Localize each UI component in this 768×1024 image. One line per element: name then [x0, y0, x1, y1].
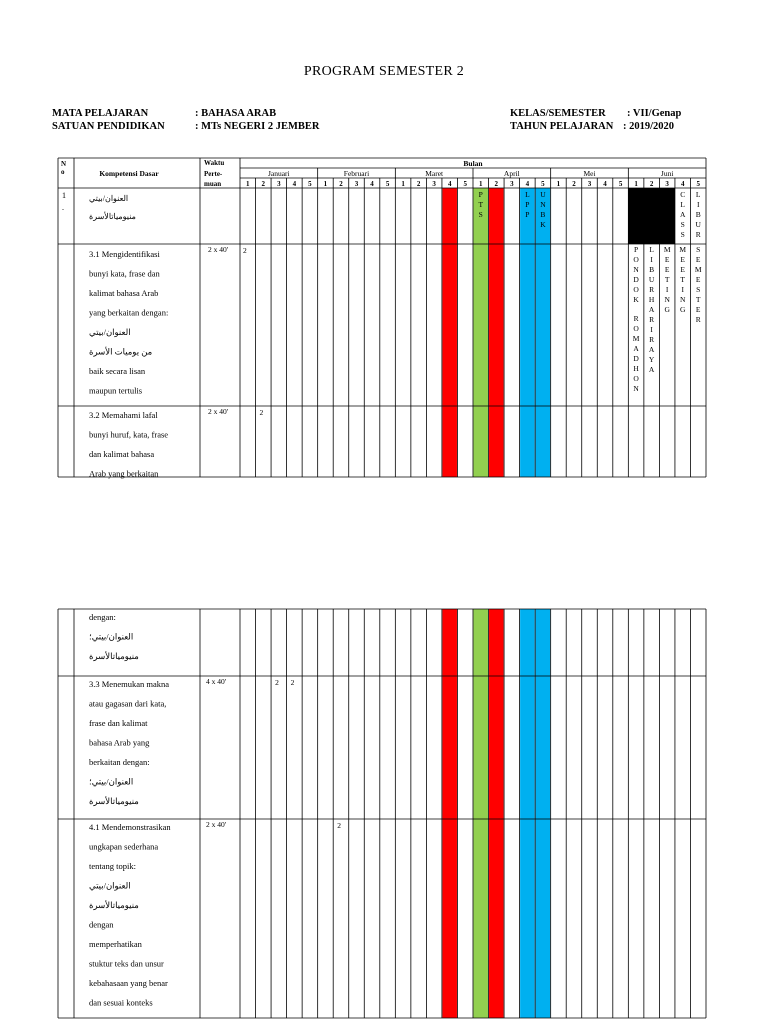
label-libur-semester: T: [695, 295, 701, 304]
header-week: 4: [370, 180, 374, 188]
highlight-column: [536, 188, 551, 477]
kd-text: dengan:: [89, 612, 116, 622]
label-class-meeting: T: [664, 275, 670, 284]
label-pts: P: [478, 190, 483, 199]
label-pondok: H: [633, 364, 639, 373]
header-month: Februari: [343, 169, 370, 178]
kd-text: العنوان/بيتي: [89, 880, 131, 891]
arabic-text: منيومياتالأسرة: [89, 212, 136, 221]
header-month: Mei: [583, 169, 596, 178]
label-libur-semester: R: [695, 315, 701, 324]
header-week: 3: [432, 180, 436, 188]
label-class-meeting: G: [679, 305, 686, 314]
header-week: 5: [696, 180, 700, 188]
label-class-meeting: N: [664, 295, 670, 304]
label-unbk: U: [540, 190, 546, 199]
kd-text: 3.1 Mengidentifikasi: [89, 249, 160, 259]
label-libur: R: [649, 335, 655, 344]
label-libur-semester: B: [695, 210, 701, 219]
label-libur-semester: U: [695, 220, 701, 229]
kd-text: العنوان/بيتي؛: [89, 776, 134, 787]
label-unbk: B: [540, 210, 546, 219]
kd-text: memperhatikan: [89, 939, 142, 949]
row-number: 1: [62, 191, 66, 200]
label-libur: B: [649, 265, 655, 274]
time-allocation: 2 x 40': [208, 245, 229, 254]
header-week: 3: [277, 180, 281, 188]
label-libur-semester: E: [695, 305, 701, 314]
header-week: 2: [494, 180, 499, 188]
label-libur-semester: R: [695, 230, 701, 239]
subject-label: MATA PELAJARAN: [52, 108, 149, 119]
label-libur: A: [648, 365, 655, 374]
year-label: TAHUN PELAJARAN: [510, 121, 614, 132]
label-class-meeting: S: [680, 230, 685, 239]
kd-text: kalimat bahasa Arab: [89, 288, 159, 298]
label-libur: H: [648, 295, 655, 304]
highlight-column: [474, 609, 489, 1018]
label-libur-semester: S: [696, 245, 701, 254]
kd-text: من يوميات الأسرة: [89, 346, 153, 357]
highlight-column: [536, 609, 551, 1018]
label-libur: Y: [648, 355, 655, 364]
week-mark: 2: [243, 246, 247, 255]
kd-text: منيومياتالأسرة: [89, 796, 139, 806]
time-allocation: 4 x 40': [206, 677, 227, 686]
label-pondok: O: [633, 255, 639, 264]
header-month: April: [503, 169, 520, 178]
highlight-column: [442, 609, 457, 1018]
header-week: 1: [634, 180, 638, 188]
label-class-meeting: E: [680, 255, 685, 264]
header-waktu: Perte-: [204, 170, 223, 178]
kd-text: maupun tertulis: [89, 385, 143, 396]
label-class-meeting: L: [680, 200, 685, 209]
kd-text: ungkapan sederhana: [89, 841, 159, 852]
header-week: 4: [525, 180, 530, 188]
kd-text: dan sesuai konteks: [89, 997, 153, 1008]
header-week: 3: [510, 180, 514, 188]
arabic-text: العنوان/بيتي: [89, 194, 129, 203]
label-libur-semester: L: [695, 190, 701, 199]
highlight-column: [474, 188, 489, 477]
label-class-meeting: E: [664, 265, 670, 274]
label-class-meeting: A: [664, 210, 670, 219]
label-libur: A: [648, 345, 655, 354]
highlight-column: [520, 188, 535, 477]
time-allocation: 2 x 40': [208, 407, 229, 416]
highlight-column: [489, 609, 504, 1018]
kd-text: منيومياتالأسرة: [89, 900, 139, 910]
header-week: 4: [447, 180, 452, 188]
label-lpp: P: [525, 200, 530, 209]
label-pondok: O: [633, 324, 639, 333]
kd-text: dan kalimat bahasa: [89, 449, 155, 459]
header-week: 3: [665, 180, 669, 188]
header-week: 2: [649, 180, 654, 188]
week-mark: 2: [275, 678, 279, 687]
label-unbk: N: [540, 200, 546, 209]
kd-text: 4.1 Mendemonstrasikan: [89, 822, 171, 832]
week-mark: 2: [259, 408, 264, 417]
label-class-meeting: S: [680, 220, 685, 229]
label-libur: R: [649, 285, 655, 294]
label-pondok: A: [633, 344, 639, 353]
kd-text: frase dan kalimat: [89, 718, 148, 728]
kd-text: العنوان/بيتي: [89, 327, 131, 337]
label-class-meeting: S: [665, 220, 670, 229]
year-value: : 2019/2020: [623, 121, 675, 132]
header-week: 4: [680, 180, 685, 188]
header-week: 1: [479, 180, 483, 188]
label-pondok: N: [633, 384, 639, 393]
label-unbk: K: [540, 220, 546, 229]
header-week: 3: [354, 180, 359, 188]
label-class-meeting: C: [664, 190, 670, 199]
header-waktu: muan: [204, 180, 222, 188]
kd-text: kebahasaan yang benar: [89, 978, 168, 988]
label-class-meeting: E: [664, 255, 670, 264]
header-bulan: Bulan: [463, 159, 483, 168]
week-mark: 2: [290, 678, 295, 687]
label-libur: R: [649, 315, 655, 324]
row-number: .: [62, 203, 64, 212]
label-libur-semester: E: [695, 255, 701, 264]
label-class-meeting: G: [664, 305, 670, 314]
header-month: Maret: [425, 169, 444, 178]
header-month: Juni: [660, 169, 674, 178]
kd-text: dengan: [89, 919, 114, 930]
label-class-meeting: C: [680, 190, 686, 199]
header-week: 1: [401, 180, 405, 188]
header-waktu: Waktu: [204, 159, 225, 167]
label-class-meeting: M: [679, 245, 687, 254]
page-title: PROGRAM SEMESTER 2: [303, 64, 465, 79]
label-pts: T: [478, 200, 484, 209]
label-libur: A: [648, 305, 655, 314]
week-mark: 2: [337, 821, 341, 830]
header-week: 2: [339, 180, 343, 188]
kd-text: 3.2 Memahami lafal: [89, 410, 158, 420]
label-pondok: K: [633, 295, 639, 304]
kd-text: العنوان/بيتي؛: [89, 631, 134, 642]
kd-text: Arab yang berkaitan: [89, 468, 159, 479]
label-lpp: P: [525, 210, 530, 219]
highlight-column: [489, 188, 504, 477]
header-week: 5: [463, 180, 467, 188]
highlight-column: [520, 609, 535, 1018]
header-week: 2: [261, 180, 266, 188]
class-label: KELAS/SEMESTER: [510, 108, 606, 119]
label-class-meeting: A: [679, 210, 686, 219]
unit-value: : MTs NEGERI 2 JEMBER: [195, 121, 320, 132]
label-pondok: P: [634, 245, 639, 254]
label-class-meeting: I: [681, 285, 684, 294]
header-week: 1: [556, 180, 561, 188]
label-libur: U: [648, 275, 655, 284]
label-libur-semester: I: [696, 200, 700, 209]
header-no: o: [61, 168, 65, 176]
kd-text: bunyi huruf, kata, frase: [89, 429, 169, 440]
header-week: 4: [603, 180, 607, 188]
kd-text: bahasa Arab yang: [89, 737, 150, 748]
subject-value: : BAHASA ARAB: [195, 108, 277, 119]
label-libur: I: [650, 325, 653, 334]
label-libur-semester: M: [694, 265, 702, 274]
label-class-meeting: I: [665, 285, 669, 294]
highlight-column: [442, 188, 457, 477]
label-pondok: D: [633, 275, 639, 284]
label-pondok: D: [633, 354, 639, 363]
kd-text: منيومياتالأسرة: [89, 651, 139, 661]
label-libur: I: [650, 255, 653, 264]
header-week: 2: [416, 180, 421, 188]
header-no: N: [61, 160, 67, 168]
label-libur-semester: E: [695, 275, 701, 284]
header-month: Januari: [267, 169, 290, 178]
header-week: 5: [618, 180, 623, 188]
label-libur: L: [649, 245, 654, 254]
label-class-meeting: M: [663, 245, 671, 254]
label-libur-semester: S: [696, 285, 701, 294]
label-pondok: R: [633, 314, 639, 323]
label-class-meeting: E: [680, 265, 685, 274]
label-pondok: O: [633, 374, 639, 383]
label-class-meeting: S: [665, 230, 670, 239]
label-pondok: N: [633, 265, 639, 274]
kd-text: 3.3 Menemukan makna: [89, 679, 170, 689]
kd-text: berkaitan dengan:: [89, 757, 150, 767]
label-lpp: L: [525, 190, 530, 199]
header-week: 4: [292, 180, 297, 188]
header-week: 5: [385, 180, 390, 188]
label-class-meeting: L: [664, 200, 670, 209]
header-week: 1: [246, 180, 250, 188]
kd-text: atau gagasan dari kata,: [89, 698, 167, 709]
kd-text: yang berkaitan dengan:: [89, 307, 169, 318]
kd-text: baik secara lisan: [89, 366, 146, 376]
label-pondok: M: [632, 334, 640, 343]
kd-text: stuktur teks dan unsur: [89, 958, 164, 969]
header-week: 2: [572, 180, 576, 188]
time-allocation: 2 x 40': [206, 820, 227, 829]
label-class-meeting: T: [680, 275, 685, 284]
header-week: 5: [541, 180, 545, 188]
class-value: : VII/Genap: [627, 108, 682, 119]
label-pts: S: [478, 210, 483, 219]
label-pondok: O: [633, 285, 639, 294]
header-week: 1: [323, 180, 328, 188]
header-week: 3: [587, 180, 592, 188]
label-class-meeting: N: [679, 295, 686, 304]
kd-text: bunyi kata, frase dan: [89, 268, 160, 279]
unit-label: SATUAN PENDIDIKAN: [52, 121, 165, 132]
header-kd: Kompetensi Dasar: [99, 169, 159, 178]
header-week: 5: [308, 180, 312, 188]
kd-text: tentang topik:: [89, 861, 136, 871]
